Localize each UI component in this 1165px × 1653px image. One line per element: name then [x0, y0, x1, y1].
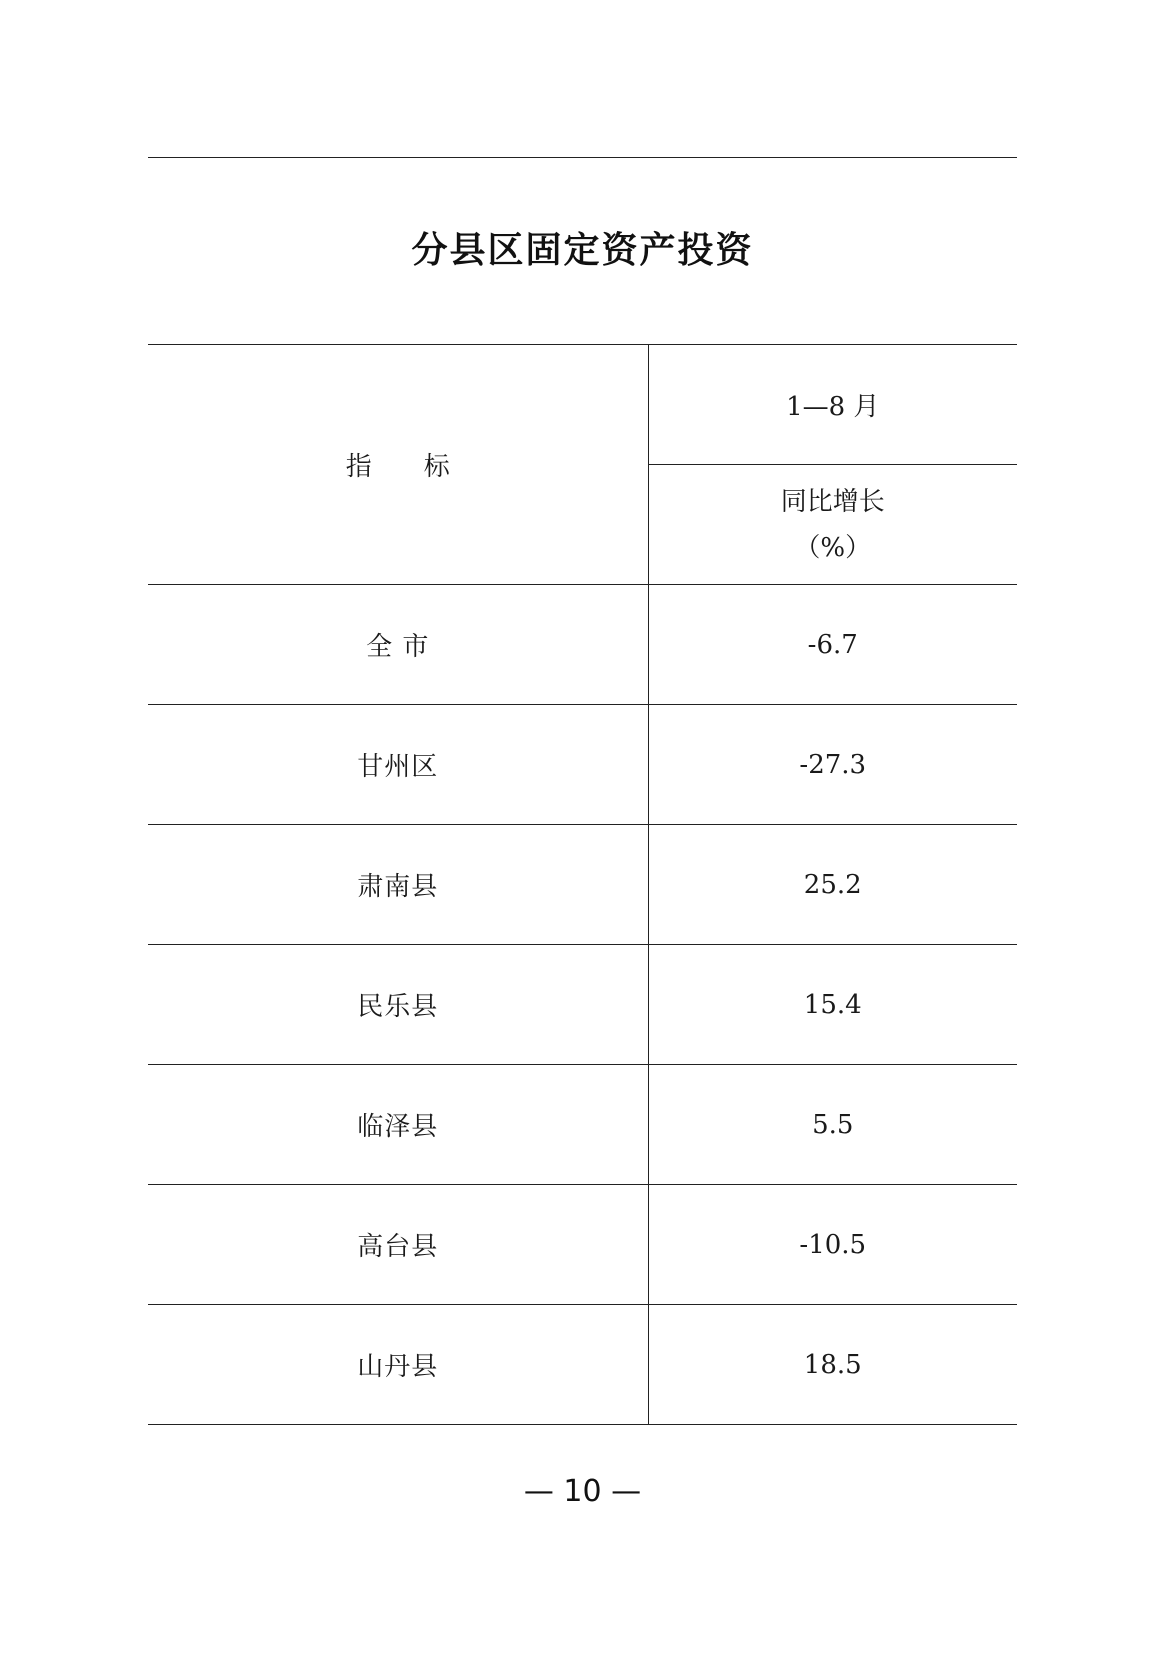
table-row [148, 1305, 1017, 1425]
investment-table [148, 344, 1017, 1425]
page-number: — 10 — [523, 1474, 642, 1509]
metric-label: 同比增长 [780, 486, 885, 517]
table-row [148, 945, 1017, 1065]
unit-label: （%） [794, 532, 872, 563]
region-name: 全 市 [148, 585, 648, 705]
region-name: 临泽县 [148, 1065, 648, 1185]
region-name: 甘州区 [148, 705, 648, 825]
growth-value: 18.5 [648, 1305, 1017, 1425]
indicator-label-b: 标 [423, 452, 450, 482]
indicator-header [148, 345, 648, 585]
region-name: 肃南县 [148, 825, 648, 945]
indicator-label-a: 指 [345, 452, 372, 482]
table-row [148, 585, 1017, 705]
table-row [148, 825, 1017, 945]
table-row [148, 705, 1017, 825]
region-name: 民乐县 [148, 945, 648, 1065]
region-name: 山丹县 [148, 1305, 648, 1425]
growth-value: -10.5 [648, 1185, 1017, 1305]
growth-value: -27.3 [648, 705, 1017, 825]
page-title: 分县区固定资产投资 [411, 230, 754, 271]
growth-value: 5.5 [648, 1065, 1017, 1185]
period-header: 1—8 月 [648, 345, 1017, 465]
growth-value: -6.7 [648, 585, 1017, 705]
table-row [148, 1065, 1017, 1185]
table-row [148, 1185, 1017, 1305]
top-rule [148, 157, 1017, 158]
table-header-row [148, 345, 1017, 465]
growth-value: 15.4 [648, 945, 1017, 1065]
metric-header [648, 465, 1017, 585]
growth-value: 25.2 [648, 825, 1017, 945]
region-name: 高台县 [148, 1185, 648, 1305]
